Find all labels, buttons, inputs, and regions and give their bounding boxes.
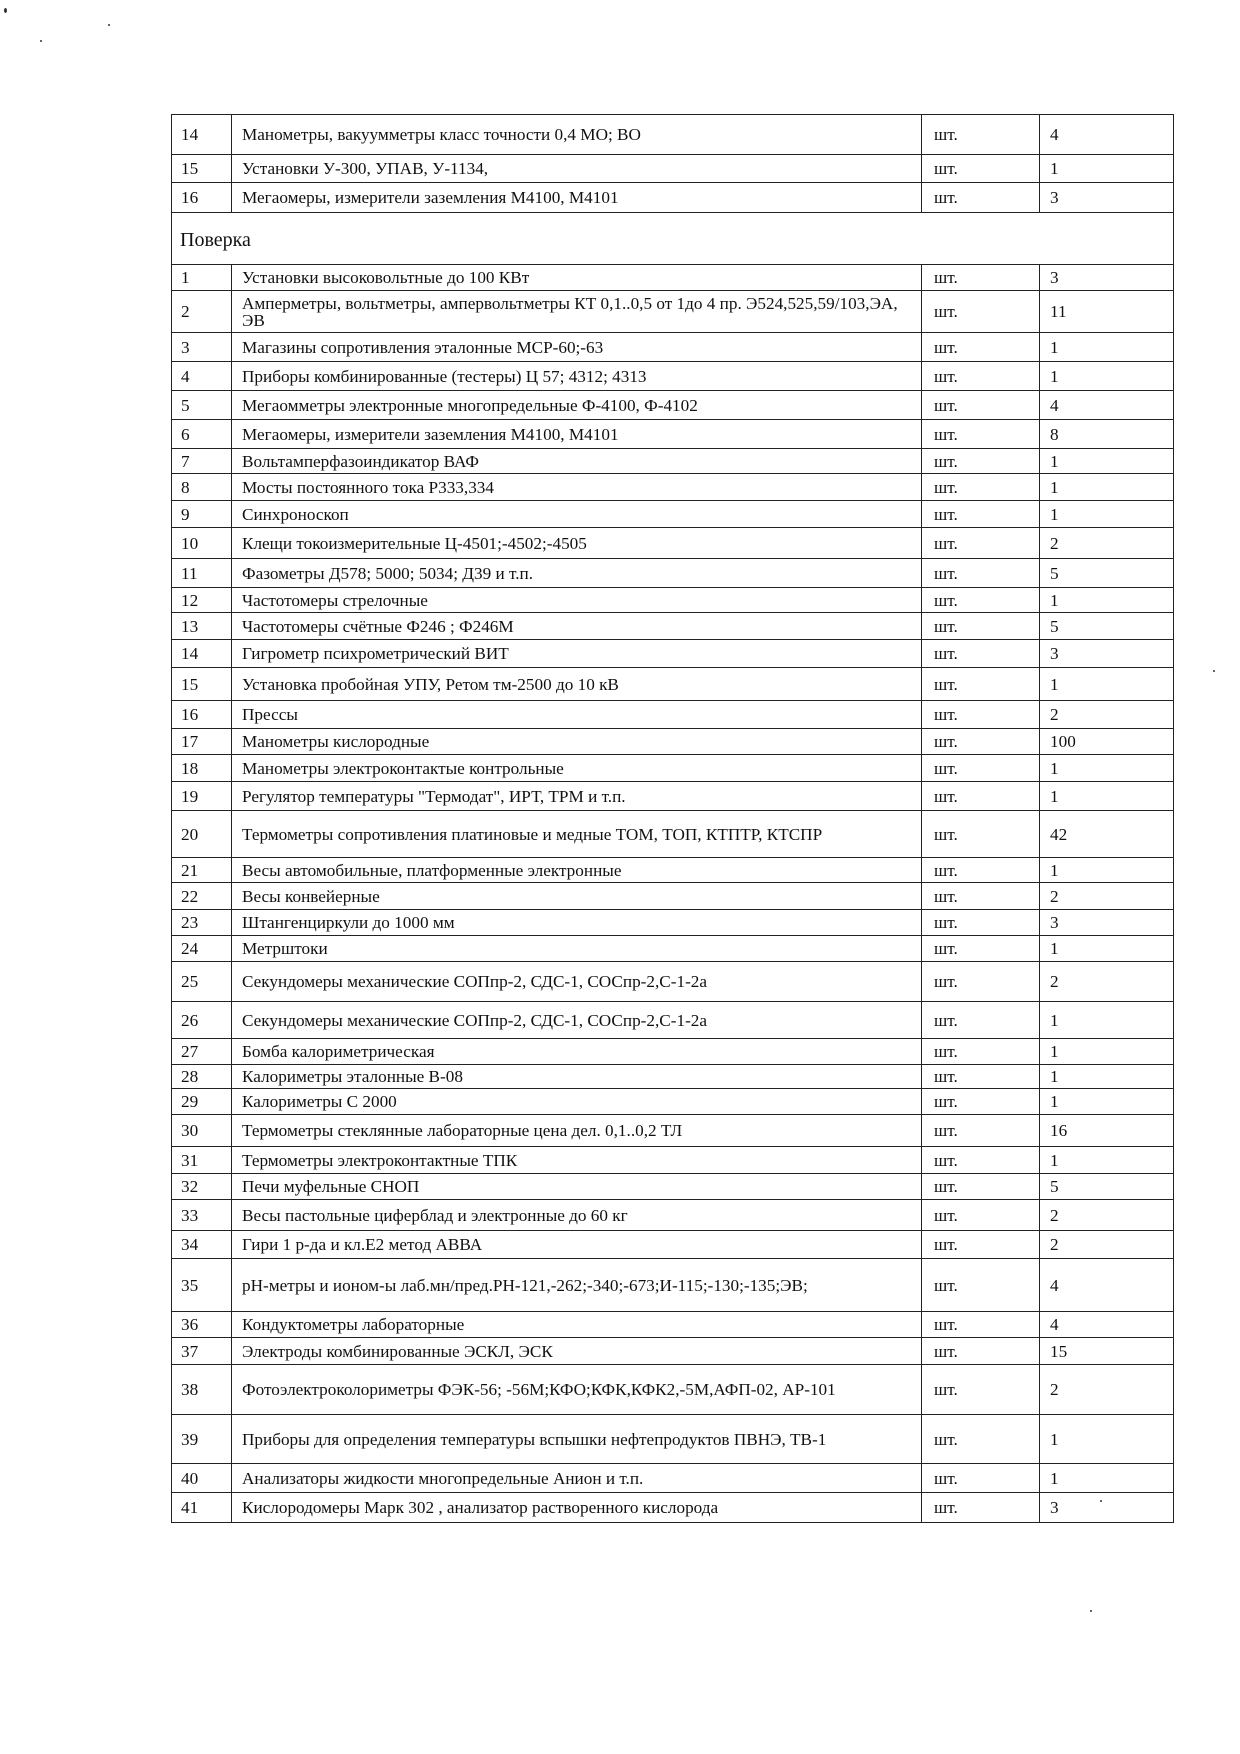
item-quantity: 1 — [1040, 755, 1174, 782]
item-unit: шт. — [922, 1089, 1040, 1115]
item-name: Фазометры Д578; 5000; 5034; Д39 и т.п. — [232, 559, 922, 588]
table-row — [172, 155, 1174, 183]
row-number: 26 — [172, 1002, 232, 1039]
item-name: Анализаторы жидкости многопредельные Анион и т.п. — [232, 1464, 922, 1493]
item-name: Установки У-300, УПАВ, У-1134, — [232, 155, 922, 183]
item-unit: шт. — [922, 183, 1040, 213]
item-quantity: 4 — [1040, 391, 1174, 420]
item-unit: шт. — [922, 1174, 1040, 1200]
item-quantity: 1 — [1040, 668, 1174, 701]
item-name: Магазины сопротивления эталонные МСР-60;-63 — [232, 333, 922, 362]
item-quantity: 1 — [1040, 1039, 1174, 1065]
item-quantity: 2 — [1040, 962, 1174, 1002]
row-number: 8 — [172, 474, 232, 501]
item-quantity: 3 — [1040, 910, 1174, 936]
item-quantity: 1 — [1040, 588, 1174, 613]
item-name: Кондуктометры лабораторные — [232, 1312, 922, 1338]
table-row — [172, 362, 1174, 391]
item-name: Регулятор температуры "Термодат", ИРТ, ТРМ и т.п. — [232, 782, 922, 811]
item-name: Термометры сопротивления платиновые и медные ТОМ, ТОП, КТПТР, КТСПР — [232, 811, 922, 858]
table-row — [172, 1039, 1174, 1065]
row-number: 10 — [172, 528, 232, 559]
row-number: 17 — [172, 729, 232, 755]
row-number: 5 — [172, 391, 232, 420]
item-name: Штангенциркули до 1000 мм — [232, 910, 922, 936]
table-row — [172, 528, 1174, 559]
row-number: 36 — [172, 1312, 232, 1338]
item-unit: шт. — [922, 936, 1040, 962]
item-name: Электроды комбинированные ЭСКЛ, ЭСК — [232, 1338, 922, 1365]
table-row — [172, 910, 1174, 936]
table-row — [172, 782, 1174, 811]
item-unit: шт. — [922, 1259, 1040, 1312]
table-row — [172, 613, 1174, 640]
item-unit: шт. — [922, 333, 1040, 362]
item-name: Мосты постоянного тока Р333,334 — [232, 474, 922, 501]
item-quantity: 2 — [1040, 528, 1174, 559]
row-number: 4 — [172, 362, 232, 391]
item-name: Приборы для определения температуры вспышки нефтепродуктов ПВНЭ, ТВ-1 — [232, 1415, 922, 1464]
item-quantity: 2 — [1040, 701, 1174, 729]
row-number: 20 — [172, 811, 232, 858]
item-quantity: 1 — [1040, 333, 1174, 362]
table-row — [172, 668, 1174, 701]
item-name: Прессы — [232, 701, 922, 729]
row-number: 41 — [172, 1493, 232, 1523]
row-number: 15 — [172, 668, 232, 701]
item-quantity: 3 — [1040, 265, 1174, 291]
table-row — [172, 449, 1174, 474]
item-quantity: 11 — [1040, 291, 1174, 333]
table-row — [172, 640, 1174, 668]
item-unit: шт. — [922, 528, 1040, 559]
item-name: Гири 1 р-да и кл.Е2 метод АВВА — [232, 1231, 922, 1259]
row-number: 37 — [172, 1338, 232, 1365]
item-unit: шт. — [922, 1493, 1040, 1523]
row-number: 29 — [172, 1089, 232, 1115]
item-quantity: 1 — [1040, 858, 1174, 883]
item-name: Кислородомеры Марк 302 , анализатор растворенного кислорода — [232, 1493, 922, 1523]
scan-speck — [1213, 670, 1215, 672]
item-quantity: 5 — [1040, 1174, 1174, 1200]
table-row — [172, 1464, 1174, 1493]
item-name: Метрштоки — [232, 936, 922, 962]
item-quantity: 2 — [1040, 1200, 1174, 1231]
table-row — [172, 883, 1174, 910]
item-quantity: 1 — [1040, 501, 1174, 528]
row-number: 22 — [172, 883, 232, 910]
table-row — [172, 729, 1174, 755]
table-row — [172, 1115, 1174, 1147]
item-unit: шт. — [922, 291, 1040, 333]
item-name: Установка пробойная УПУ, Ретом тм-2500 до 10 кВ — [232, 668, 922, 701]
item-unit: шт. — [922, 755, 1040, 782]
item-name: Мегаомеры, измерители заземления М4100, М4101 — [232, 420, 922, 449]
table-row — [172, 962, 1174, 1002]
row-number: 16 — [172, 701, 232, 729]
item-unit: шт. — [922, 910, 1040, 936]
item-name: рН-метры и ионом-ы лаб.мн/пред.РН-121,-262;-340;-673;И-115;-130;-135;ЭВ; — [232, 1259, 922, 1312]
row-number: 1 — [172, 265, 232, 291]
item-quantity: 1 — [1040, 1464, 1174, 1493]
row-number: 12 — [172, 588, 232, 613]
item-name: Калориметры эталонные В-08 — [232, 1065, 922, 1089]
row-number: 11 — [172, 559, 232, 588]
item-name: Секундомеры механические СОПпр-2, СДС-1, СОСпр-2,С-1-2а — [232, 962, 922, 1002]
item-name: Фотоэлектроколориметры ФЭК-56; -56М;КФО;КФК,КФК2,-5М,АФП-02, АР-101 — [232, 1365, 922, 1415]
table-row — [172, 1338, 1174, 1365]
item-unit: шт. — [922, 559, 1040, 588]
item-quantity: 100 — [1040, 729, 1174, 755]
row-number: 23 — [172, 910, 232, 936]
item-quantity: 1 — [1040, 1415, 1174, 1464]
table-row — [172, 391, 1174, 420]
row-number: 13 — [172, 613, 232, 640]
item-unit: шт. — [922, 858, 1040, 883]
item-name: Манометры, вакуумметры класс точности 0,4 МО; ВО — [232, 115, 922, 155]
table-row — [172, 701, 1174, 729]
item-quantity: 1 — [1040, 362, 1174, 391]
item-unit: шт. — [922, 449, 1040, 474]
item-unit: шт. — [922, 1065, 1040, 1089]
scan-speck — [1090, 1610, 1092, 1612]
table-row — [172, 265, 1174, 291]
row-number: 31 — [172, 1147, 232, 1174]
row-number: 7 — [172, 449, 232, 474]
item-unit: шт. — [922, 729, 1040, 755]
item-name: Установки высоковольтные до 100 КВт — [232, 265, 922, 291]
item-quantity: 1 — [1040, 782, 1174, 811]
item-unit: шт. — [922, 883, 1040, 910]
item-quantity: 1 — [1040, 474, 1174, 501]
item-name: Весы автомобильные, платформенные электронные — [232, 858, 922, 883]
item-name: Термометры электроконтактные ТПК — [232, 1147, 922, 1174]
table-row — [172, 858, 1174, 883]
item-unit: шт. — [922, 501, 1040, 528]
item-name: Мегаомеры, измерители заземления М4100, М4101 — [232, 183, 922, 213]
table-row — [172, 588, 1174, 613]
row-number: 40 — [172, 1464, 232, 1493]
item-name: Весы пастольные циферблад и электронные до 60 кг — [232, 1200, 922, 1231]
item-name: Частотомеры стрелочные — [232, 588, 922, 613]
item-quantity: 3 — [1040, 1493, 1174, 1523]
table-row — [172, 1174, 1174, 1200]
row-number: 19 — [172, 782, 232, 811]
row-number: 2 — [172, 291, 232, 333]
instrument-table — [171, 114, 1174, 1523]
item-name: Манометры кислородные — [232, 729, 922, 755]
table-row — [172, 115, 1174, 155]
item-name: Секундомеры механические СОПпр-2, СДС-1, СОСпр-2,С-1-2а — [232, 1002, 922, 1039]
section-title: Поверка — [172, 213, 1174, 265]
table-row — [172, 183, 1174, 213]
item-quantity: 1 — [1040, 936, 1174, 962]
item-name: Частотомеры счётные Ф246 ; Ф246М — [232, 613, 922, 640]
row-number: 38 — [172, 1365, 232, 1415]
table-row — [172, 936, 1174, 962]
item-quantity: 1 — [1040, 449, 1174, 474]
row-number: 39 — [172, 1415, 232, 1464]
item-quantity: 2 — [1040, 883, 1174, 910]
item-unit: шт. — [922, 782, 1040, 811]
item-name: Приборы комбинированные (тестеры) Ц 57; 4312; 4313 — [232, 362, 922, 391]
item-name: Клещи токоизмерительные Ц-4501;-4502;-4505 — [232, 528, 922, 559]
item-unit: шт. — [922, 1147, 1040, 1174]
item-unit: шт. — [922, 1464, 1040, 1493]
table-row — [172, 1493, 1174, 1523]
table-row — [172, 1089, 1174, 1115]
item-quantity: 1 — [1040, 1065, 1174, 1089]
item-unit: шт. — [922, 1002, 1040, 1039]
row-number: 15 — [172, 155, 232, 183]
table-row — [172, 1147, 1174, 1174]
row-number: 25 — [172, 962, 232, 1002]
table-row — [172, 333, 1174, 362]
item-unit: шт. — [922, 811, 1040, 858]
item-unit: шт. — [922, 1365, 1040, 1415]
item-quantity: 5 — [1040, 613, 1174, 640]
item-quantity: 2 — [1040, 1231, 1174, 1259]
row-number: 3 — [172, 333, 232, 362]
row-number: 9 — [172, 501, 232, 528]
item-unit: шт. — [922, 613, 1040, 640]
table-row — [172, 755, 1174, 782]
item-unit: шт. — [922, 115, 1040, 155]
table-row — [172, 559, 1174, 588]
row-number: 28 — [172, 1065, 232, 1089]
row-number: 18 — [172, 755, 232, 782]
table-row — [172, 474, 1174, 501]
scan-speck — [108, 24, 110, 26]
table-row — [172, 1200, 1174, 1231]
item-unit: шт. — [922, 265, 1040, 291]
table-row — [172, 1231, 1174, 1259]
item-quantity: 1 — [1040, 1002, 1174, 1039]
table-row — [172, 501, 1174, 528]
item-unit: шт. — [922, 1312, 1040, 1338]
item-name: Печи муфельные СНОП — [232, 1174, 922, 1200]
row-number: 33 — [172, 1200, 232, 1231]
item-unit: шт. — [922, 362, 1040, 391]
item-name: Бомба калориметрическая — [232, 1039, 922, 1065]
scan-speck — [40, 40, 42, 42]
row-number: 27 — [172, 1039, 232, 1065]
item-unit: шт. — [922, 420, 1040, 449]
item-quantity: 4 — [1040, 1259, 1174, 1312]
item-name: Вольтамперфазоиндикатор ВАФ — [232, 449, 922, 474]
row-number: 21 — [172, 858, 232, 883]
item-unit: шт. — [922, 640, 1040, 668]
item-quantity: 2 — [1040, 1365, 1174, 1415]
scan-speck — [4, 8, 7, 13]
item-unit: шт. — [922, 1200, 1040, 1231]
section-row — [172, 213, 1174, 265]
item-quantity: 16 — [1040, 1115, 1174, 1147]
row-number: 30 — [172, 1115, 232, 1147]
item-unit: шт. — [922, 962, 1040, 1002]
item-name: Манометры электроконтактые контрольные — [232, 755, 922, 782]
table-row — [172, 420, 1174, 449]
table-row — [172, 811, 1174, 858]
item-quantity: 5 — [1040, 559, 1174, 588]
table-row — [172, 1365, 1174, 1415]
item-name: Весы конвейерные — [232, 883, 922, 910]
item-quantity: 8 — [1040, 420, 1174, 449]
item-unit: шт. — [922, 1415, 1040, 1464]
item-unit: шт. — [922, 1231, 1040, 1259]
row-number: 24 — [172, 936, 232, 962]
item-unit: шт. — [922, 1039, 1040, 1065]
item-quantity: 3 — [1040, 640, 1174, 668]
row-number: 35 — [172, 1259, 232, 1312]
table-row — [172, 1259, 1174, 1312]
item-quantity: 4 — [1040, 115, 1174, 155]
item-quantity: 1 — [1040, 155, 1174, 183]
row-number: 16 — [172, 183, 232, 213]
item-name: Термометры стеклянные лабораторные цена дел. 0,1..0,2 ТЛ — [232, 1115, 922, 1147]
item-unit: шт. — [922, 474, 1040, 501]
item-quantity: 42 — [1040, 811, 1174, 858]
item-unit: шт. — [922, 588, 1040, 613]
item-quantity: 15 — [1040, 1338, 1174, 1365]
item-quantity: 3 — [1040, 183, 1174, 213]
row-number: 32 — [172, 1174, 232, 1200]
table-row — [172, 1065, 1174, 1089]
table-row — [172, 1002, 1174, 1039]
table-body — [172, 115, 1174, 1523]
item-unit: шт. — [922, 701, 1040, 729]
item-quantity: 1 — [1040, 1089, 1174, 1115]
row-number: 34 — [172, 1231, 232, 1259]
item-unit: шт. — [922, 155, 1040, 183]
item-unit: шт. — [922, 391, 1040, 420]
item-name: Гигрометр психрометрический ВИТ — [232, 640, 922, 668]
item-name: Калориметры С 2000 — [232, 1089, 922, 1115]
item-name: Амперметры, вольтметры, ампервольтметры КТ 0,1..0,5 от 1до 4 пр. Э524,525,59/103,ЭА, ЭВ — [232, 291, 922, 333]
table-row — [172, 1312, 1174, 1338]
row-number: 6 — [172, 420, 232, 449]
item-unit: шт. — [922, 668, 1040, 701]
row-number: 14 — [172, 115, 232, 155]
item-quantity: 4 — [1040, 1312, 1174, 1338]
item-quantity: 1 — [1040, 1147, 1174, 1174]
item-unit: шт. — [922, 1115, 1040, 1147]
row-number: 14 — [172, 640, 232, 668]
table-row — [172, 1415, 1174, 1464]
table-row — [172, 291, 1174, 333]
item-name: Синхроноскоп — [232, 501, 922, 528]
item-name: Мегаомметры электронные многопредельные Ф-4100, Ф-4102 — [232, 391, 922, 420]
item-unit: шт. — [922, 1338, 1040, 1365]
